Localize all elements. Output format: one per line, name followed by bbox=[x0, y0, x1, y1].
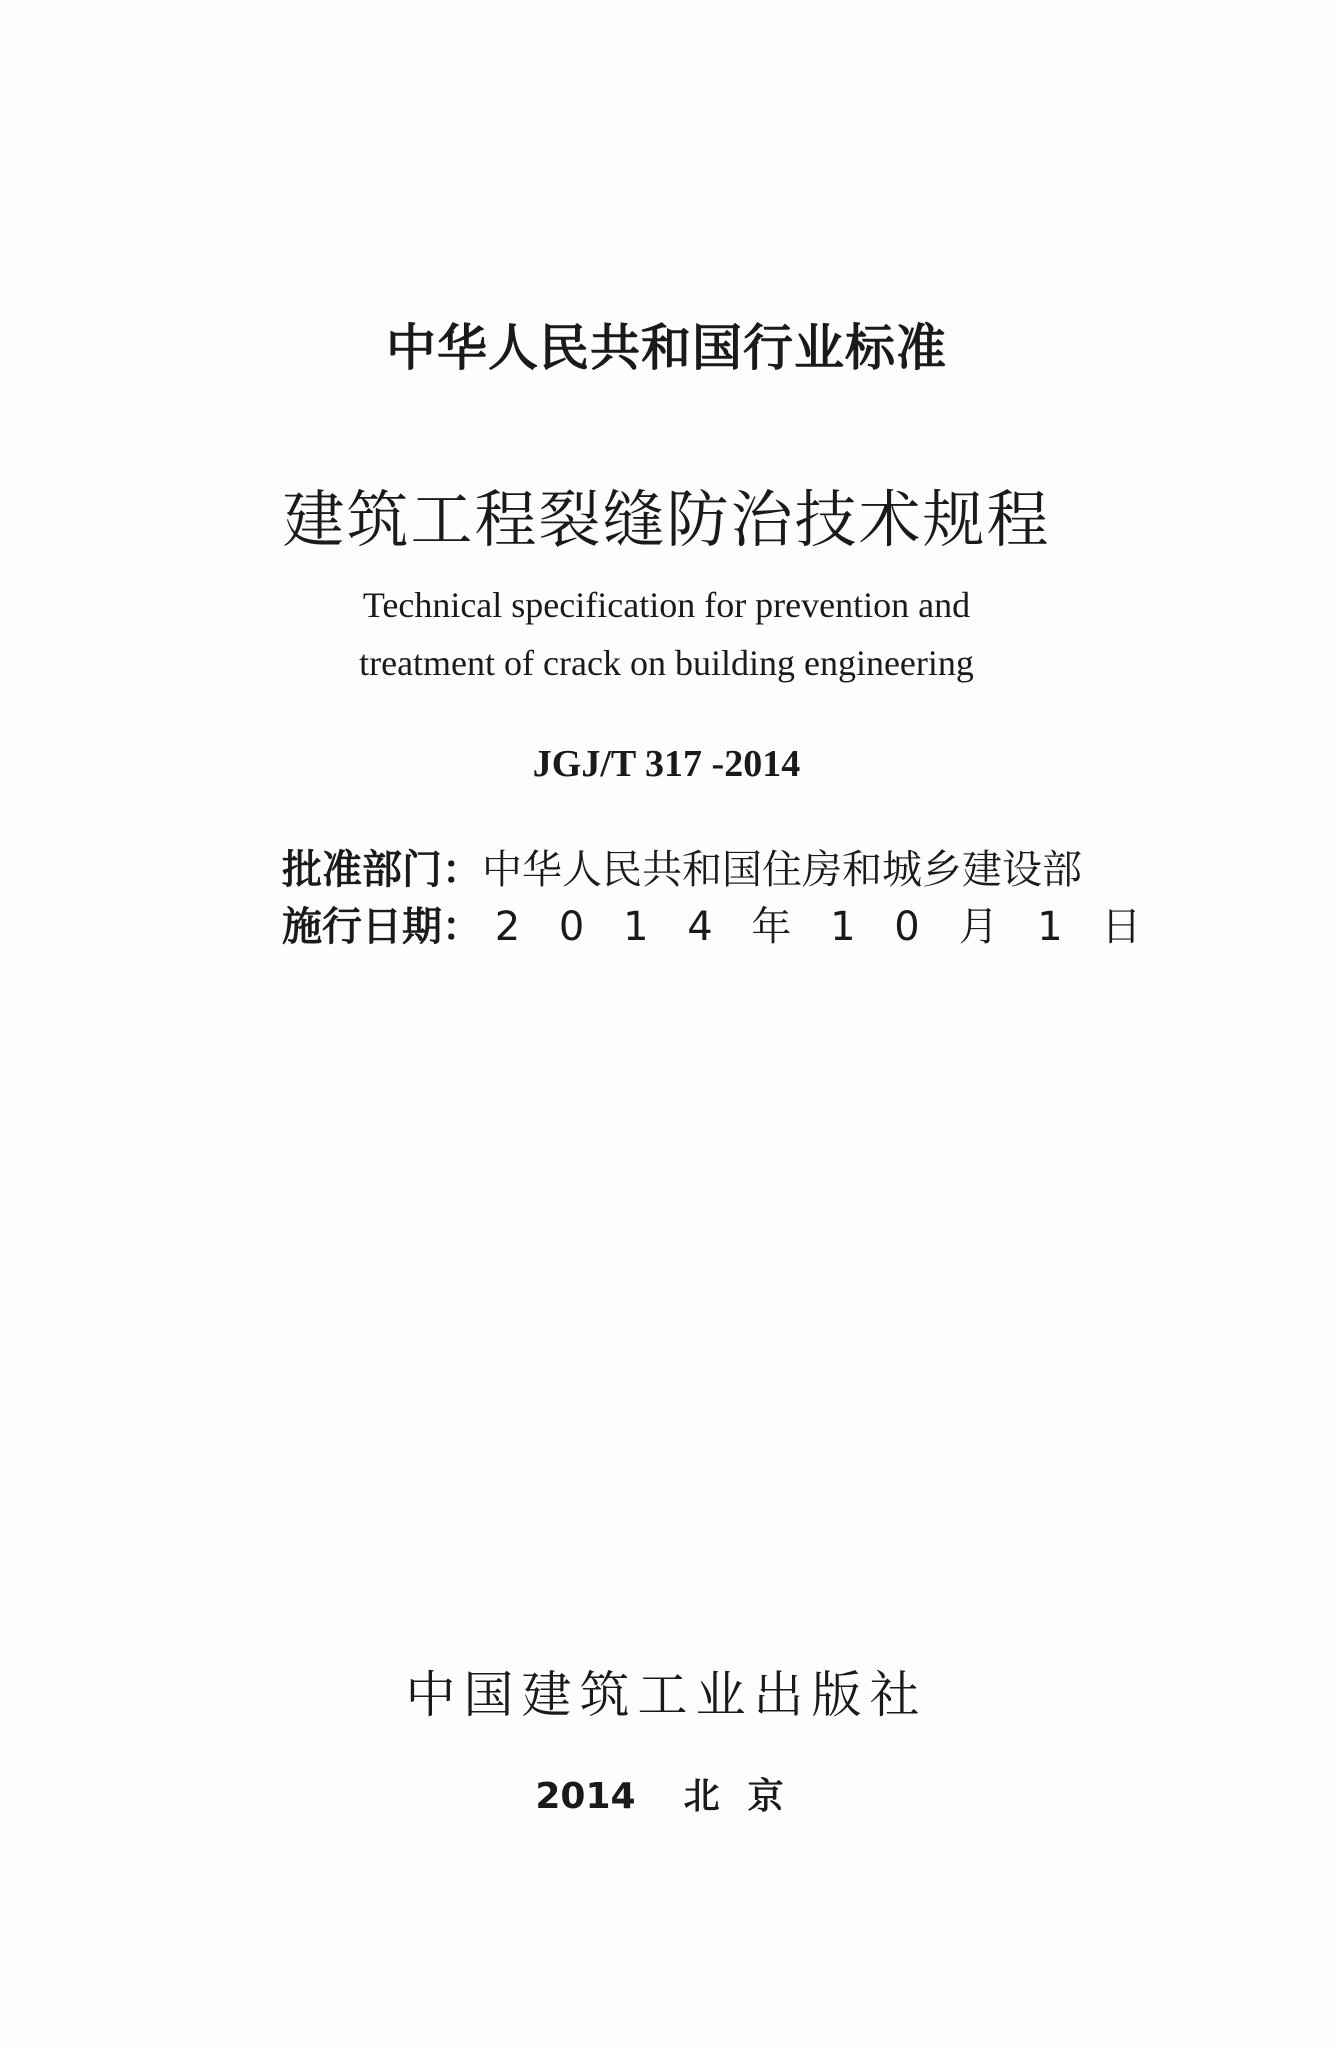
effective-date-row bbox=[282, 895, 1167, 952]
publication-year: 2014 bbox=[535, 1776, 636, 1817]
effective-label: 施行日期： bbox=[282, 904, 482, 950]
date-char: 1 bbox=[1037, 904, 1063, 950]
approval-row bbox=[282, 838, 1082, 895]
publisher: 中国建筑工业出版社 bbox=[405, 1666, 928, 1724]
date-char: 2 bbox=[494, 904, 521, 950]
title-english-line-2: treatment of crack on building engineering bbox=[359, 643, 974, 683]
city-char-2: 京 bbox=[747, 1776, 784, 1817]
approval-label: 批准部门： bbox=[282, 847, 482, 893]
title-english-line-1: Technical specification for prevention and bbox=[362, 585, 971, 625]
publication-place bbox=[0, 1768, 1333, 1819]
date-char: 月 bbox=[958, 904, 999, 950]
date-char: 0 bbox=[894, 904, 920, 950]
date-char: 日 bbox=[1101, 904, 1142, 950]
standard-number: JGJ/T 317 -2014 bbox=[532, 743, 801, 785]
date-char: 4 bbox=[687, 904, 713, 950]
effective-date bbox=[482, 904, 1167, 950]
city-char-1: 北 bbox=[683, 1776, 720, 1817]
date-char: 0 bbox=[558, 904, 585, 950]
date-char: 年 bbox=[751, 904, 792, 950]
title-chinese: 建筑工程裂缝防治技术规程 bbox=[282, 483, 1051, 556]
approval-value: 中华人民共和国住房和城乡建设部 bbox=[482, 847, 1082, 893]
date-char: 1 bbox=[830, 904, 856, 950]
standard-category: 中华人民共和国行业标准 bbox=[386, 319, 947, 377]
date-char: 1 bbox=[623, 904, 649, 950]
